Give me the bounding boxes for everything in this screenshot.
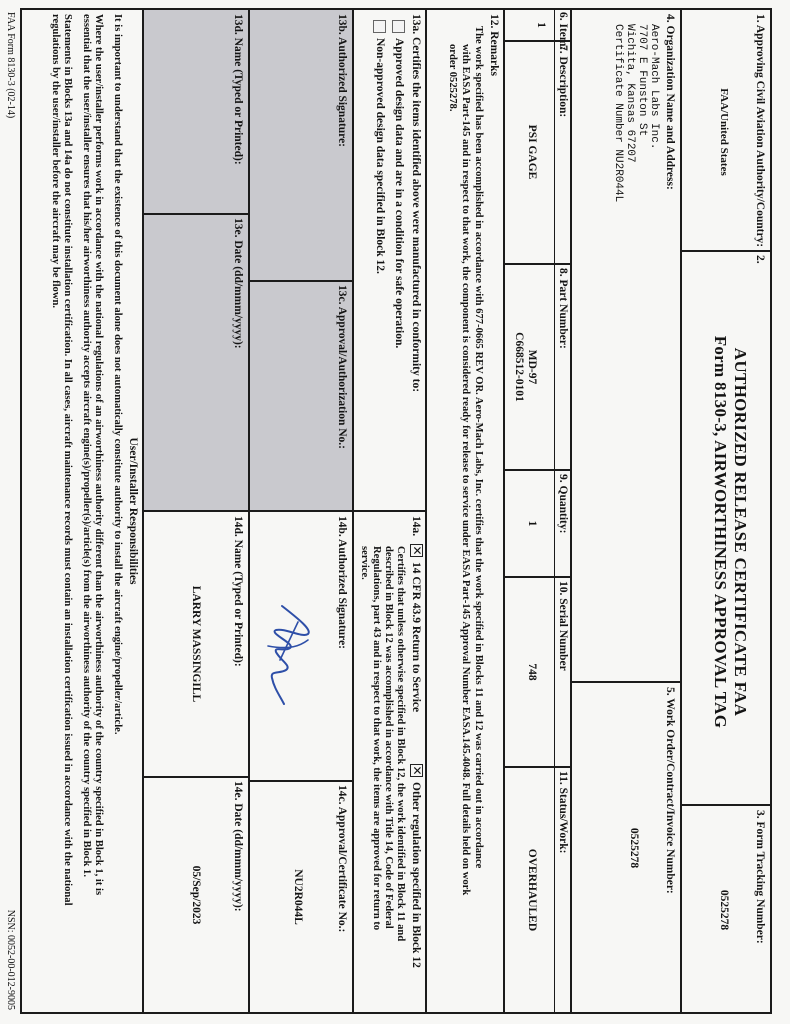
header-serial-number: 10. Serial Number [557,581,569,671]
col-partnumber-divider [505,469,572,471]
remarks-line1: The work specified has been accomplished in accordance with 677-0665 REV OR. Aero-Mach Labs, Inc. certifies that the work specified in Blocks 11 and 12 was carried out in accordance [473,26,484,869]
table-header-divider [554,8,555,1014]
header-description: 7. Description: [557,45,569,118]
col-block3-divider [682,804,772,806]
org-certificate: Certificate Number NU2R044L [612,24,624,203]
block14d-label: 14d. Name (Typed or Printed): [232,516,244,667]
org-name: Aero-Mach Labs Inc. [648,24,660,150]
remarks-line2: with EASA Part-145 and in respect to that work, the component is considered ready for release to service under EASA Part-145 Approval Number EASA.145.4048. Full details held on work [460,44,471,896]
item-part-number-line2: C668512-0101 [513,332,525,402]
col-block5-divider [572,681,682,683]
col-serial-divider [505,766,572,768]
item-status-work: OVERHAULED [526,848,538,932]
block3-label: 3. Form Tracking Number: [754,810,766,944]
footer-nsn: NSN: 0052-00-012-9005 [5,909,16,1010]
footer-form-number: FAA Form 8130-3 (02-14) [5,12,16,119]
block14b-label: 14b. Authorized Signature: [336,516,348,650]
responsibilities-p3b: regulations by the user/installer before the aircraft may be flown. [50,14,61,309]
block13c-label: 13c. Approval/Authorization No.: [336,285,348,449]
col-13e-divider [144,213,250,215]
col-block1-divider [682,250,772,252]
block2-label: 2. [754,255,766,264]
signer-name: LARRY MASSINGILL [190,585,202,703]
block14a-prefix: 14a. [410,516,422,537]
block14a-cfr-checkbox[interactable]: ✕ [410,545,424,556]
block13e-label: 13e. Date (dd/mmm/yyyy): [232,218,244,349]
frame-top [771,8,773,1014]
row2-divider [571,8,573,1014]
block13a-nonapproved-checkbox[interactable] [373,20,386,33]
block13a-label: 13a. Certifies the items identified above were manufactured in conformity to: [410,14,422,393]
frame-bottom [21,8,23,1014]
responsibilities-p3a: Statements in Blocks 13a and 14a do not constitute installation certification. In all cases, aircraft maintenance records must contain an installation certification issued in accordance with the national [62,14,73,906]
row1-divider [681,8,683,1014]
item-serial-number: 748 [526,663,538,681]
form-title-line2: Form 8130-3, AIRWORTHINESS APPROVAL TAG [711,335,730,729]
block14a-other-checkbox[interactable]: ✕ [410,765,424,776]
row3-divider [504,8,506,1014]
block13a-approved-checkbox[interactable] [392,20,405,33]
block14a-text1: Certifies that unless otherwise specified in Block 12, the work identified in Block 11 and [395,546,406,942]
responsibilities-title: User/Installer Responsibilities [127,437,139,585]
block13a-approved-label: Approved design data and are in a condition for safe operation. [393,38,405,349]
block1-value: FAA/United States [718,88,730,176]
remarks-line3: order 0525278. [447,44,458,112]
block4-label: 4. Organization Name and Address: [664,14,676,190]
block13a-nonapproved-label: Non-approved design data specified in Block 12. [374,38,386,274]
authorized-signature-image [260,600,320,710]
header-quantity: 9. Quantity: [557,474,569,534]
block12-label: 12. Remarks [488,14,500,76]
block14a-cfr-label: 14 CFR 43.9 Return to Service [410,562,422,713]
block14a-text2: described in Block 12 was accomplished in accordance with Title 14, Code of Federal [383,546,394,929]
block1-label: 1. Approving Civil Aviation Authority/Country: [754,14,766,248]
block14a-text3: Regulations, part 43 and in respect to that work, the items are approved for return to [371,546,382,931]
block14a-text4: service. [359,546,370,580]
item-quantity: 1 [526,520,538,527]
release-date: 05/Sep/2023 [190,865,202,925]
form-tracking-number: 0525278 [718,889,730,931]
col-quantity-divider [505,576,572,578]
block5-label: 5. Work Order/Contract/Invoice Number: [664,687,676,894]
responsibilities-p1: It is important to understand that the existence of this document alone does not automatically constitute authority to install the aircraft engine/propeller/article. [112,14,123,735]
work-order-number: 0525278 [628,827,640,869]
block13b-label: 13b. Authorized Signature: [336,14,348,148]
block13d-label: 13d. Name (Typed or Printed): [232,14,244,165]
item-number: 1 [535,22,547,28]
row5-divider [353,8,355,1014]
item-part-number-line1: MD-97 [526,349,538,385]
header-status-work: 11. Status/Work: [557,771,569,854]
header-item: 6. Item: [557,12,569,51]
col-block14-divider [143,510,427,512]
org-city: Wichita, Kansas 67207 [624,24,636,163]
org-street: 7707 E Funston St [636,24,648,137]
col-13c-divider [250,280,354,282]
block14a-other-label: Other regulation specified in Block 12 [410,782,422,968]
approval-certificate-number: NU2R044L [292,869,304,925]
form-title-line1: AUTHORIZED RELEASE CERTIFICATE FAA [731,347,750,717]
row7-divider [143,8,145,1014]
responsibilities-p2b: essential that the user/installer ensures that his/her airworthiness authority accepts aircraft engine(s)/propeller(s)/article(s) from the airworthiness authority of the country specified in Block 1. [81,14,92,878]
header-part-number: 8. Part Number: [557,268,569,349]
block14e-label: 14e. Date (dd/mmm/yyyy): [232,781,244,912]
row6-divider [249,8,251,1014]
responsibilities-p2a: Where the user/installer performs work in accordance with the national regulations of an airworthiness authority different than the airworthiness authority of the country specified in Block 1, it is [93,14,104,896]
item-description: PSI GAGE [526,124,538,180]
block14c-label: 14c. Approval/Certificate No.: [336,785,348,933]
